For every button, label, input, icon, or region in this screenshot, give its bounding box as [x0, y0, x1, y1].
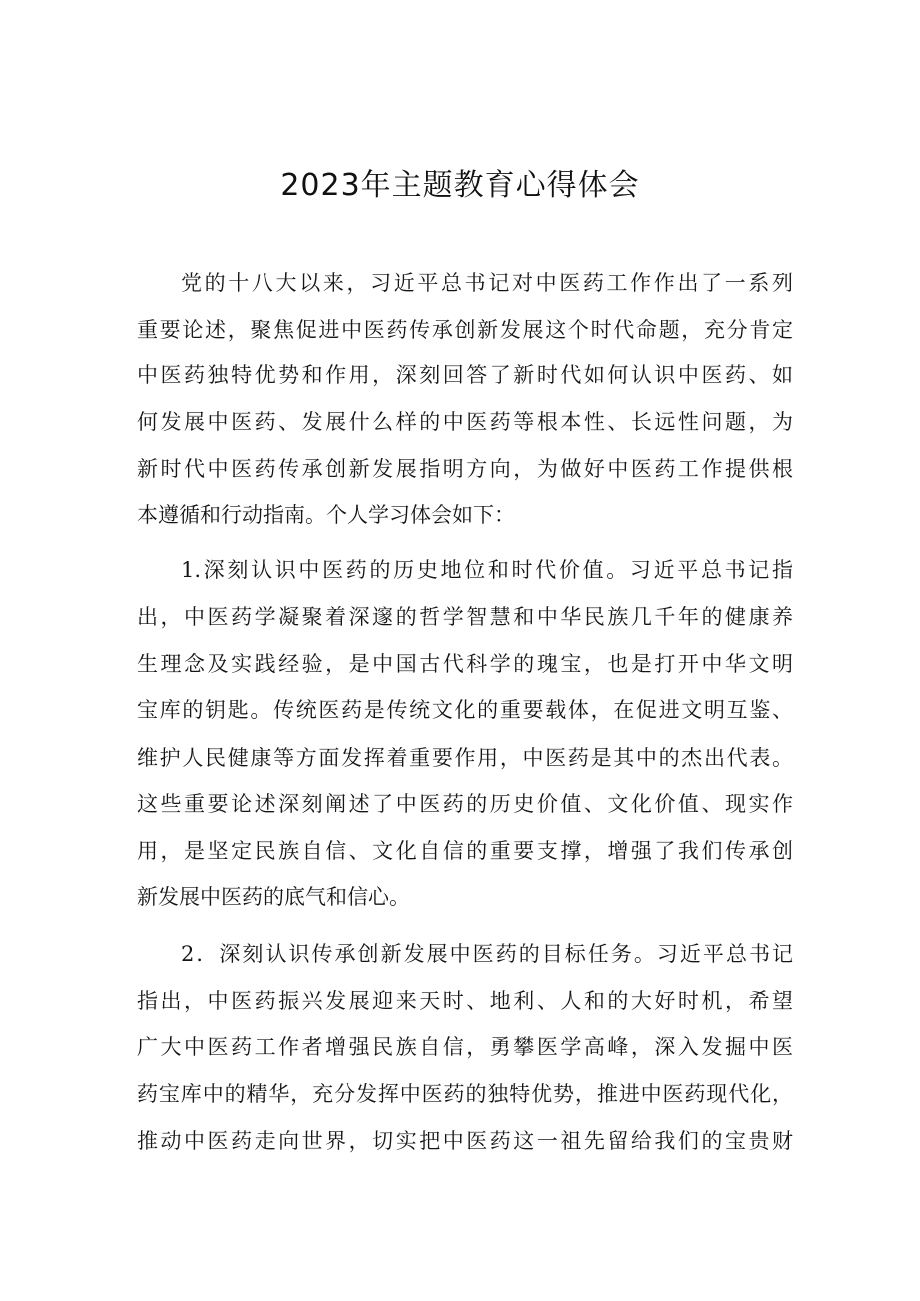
body-text-line: 药宝库中的精华，充分发挥中医药的独特优势，推进中医药现代化，: [137, 1082, 793, 1106]
body-text-line: 2．深刻认识传承创新发展中医药的目标任务。习近平总书记: [181, 942, 793, 966]
body-text-line: 出，中医药学凝聚着深邃的哲学智慧和中华民族几千年的健康养: [137, 605, 793, 629]
body-text-line: 党的十八大以来，习近平总书记对中医药工作作出了一系列: [181, 271, 793, 295]
body-text-line: 推动中医药走向世界，切实把中医药这一祖先留给我们的宝贵财: [137, 1129, 793, 1153]
body-text-line: 宝库的钥匙。传统医药是传统文化的重要载体，在促进文明互鉴、: [137, 698, 793, 722]
body-text-line: 指出，中医药振兴发展迎来天时、地利、人和的大好时机，希望: [137, 989, 793, 1013]
body-text-line: 新时代中医药传承创新发展指明方向，为做好中医药工作提供根: [137, 457, 793, 481]
body-text-line: 1.深刻认识中医药的历史地位和时代价值。习近平总书记指: [181, 558, 793, 582]
body-text-line: 生理念及实践经验，是中国古代科学的瑰宝，也是打开中华文明: [137, 652, 793, 676]
body-text-line: 重要论述，聚焦促进中医药传承创新发展这个时代命题，充分肯定: [137, 318, 793, 342]
body-text-line: 维护人民健康等方面发挥着重要作用，中医药是其中的杰出代表。: [137, 746, 793, 770]
body-text-line: 这些重要论述深刻阐述了中医药的历史价值、文化价值、现实作: [137, 792, 793, 816]
body-text-line: 新发展中医药的底气和信心。: [137, 885, 410, 909]
document-title: 2023年主题教育心得体会: [280, 168, 640, 203]
body-text-line: 何发展中医药、发展什么样的中医药等根本性、长远性问题，为: [137, 410, 793, 434]
body-text-line: 用，是坚定民族自信、文化自信的重要支撑，增强了我们传承创: [137, 839, 793, 863]
body-text-line: 广大中医药工作者增强民族自信，勇攀医学高峰，深入发掘中医: [137, 1035, 793, 1059]
body-text-line: 本遵循和行动指南。个人学习体会如下：: [137, 503, 515, 527]
body-text-line: 中医药独特优势和作用，深刻回答了新时代如何认识中医药、如: [137, 363, 793, 387]
